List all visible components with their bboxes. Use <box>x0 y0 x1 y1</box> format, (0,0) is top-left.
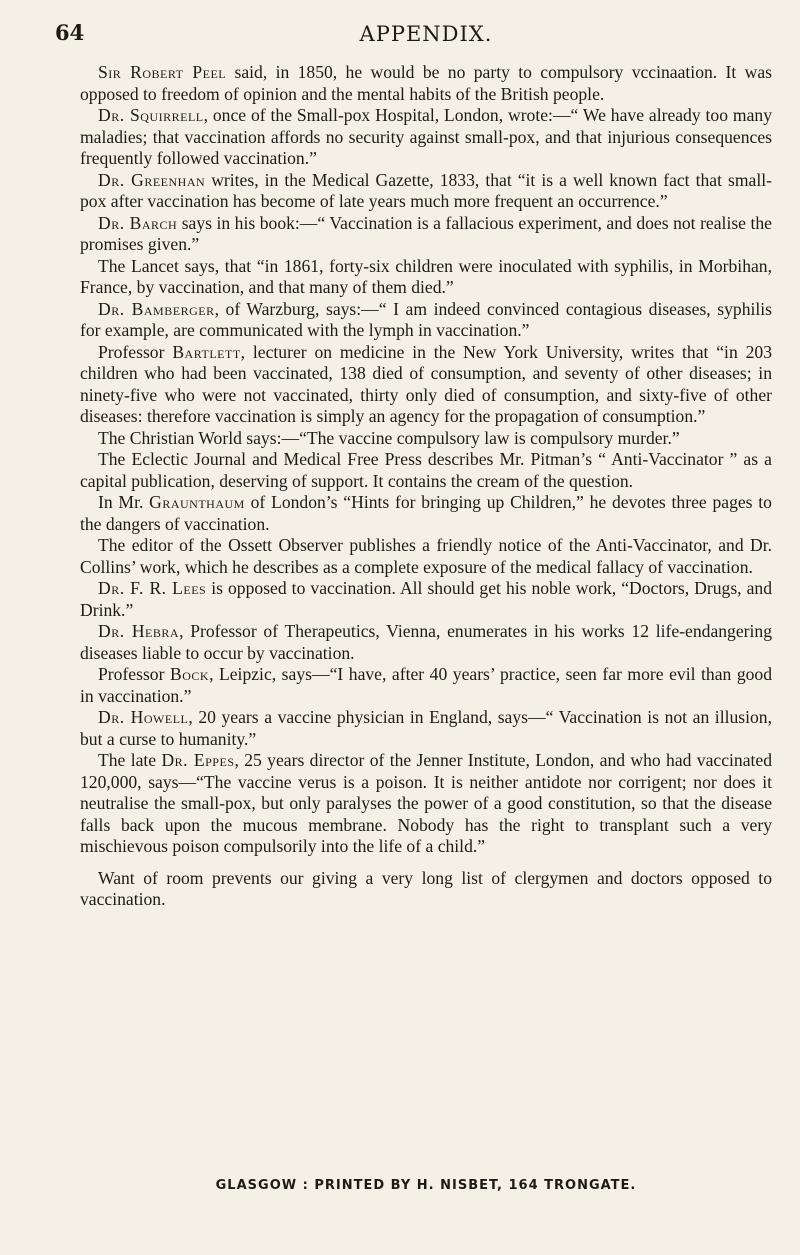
person-name: Dr. Hebra <box>98 621 180 641</box>
page-number: 64 <box>55 20 85 45</box>
person-name: Dr. Howell <box>98 707 189 727</box>
paragraph: Dr. Barch says in his book:—“ Vaccination is a fallacious experiment, and does not realise the promises given.” <box>80 212 772 254</box>
person-name: Dr. Eppes <box>161 750 235 770</box>
paragraph: In Mr. Graunthaum of London’s “Hints for bringing up Children,” he devotes three pages to the dangers of vaccination. <box>80 492 772 534</box>
running-head: APPENDIX. <box>359 22 493 46</box>
page-header <box>55 18 772 62</box>
person-name: Dr. F. R. Lees <box>98 578 207 598</box>
person-name: Dr. Greenhan <box>98 169 206 190</box>
paragraph: The Christian World says:—“The vaccine compulsory law is compulsory murder.” <box>98 427 680 448</box>
paragraph: Sir Robert Peel said, in 1850, he would be no party to compulsory vccinaation. It was opposed to freedom of opinion and the mental habits of the British people. <box>80 62 772 104</box>
paragraph: Professor Bock, Leipzic, says—“I have, after 40 years’ practice, seen far more evil than good in vaccination.” <box>80 664 773 706</box>
paragraph: Dr. Hebra, Professor of Therapeutics, Vienna, enumerates in his works 12 life-endangering diseases liable to occur by vaccination. <box>80 621 773 663</box>
paragraph: Dr. Squirrell, once of the Small-pox Hospital, London, wrote:—“ We have already too many maladies; that vaccination affords no security against small-pox, and that injurious consequences frequently followed vaccination.” <box>80 105 772 168</box>
person-name: Dr. Squirrell <box>98 105 204 125</box>
closing-paragraph: Want of room prevents our giving a very long list of clergymen and doctors opposed to vaccination. <box>80 867 772 909</box>
person-name: Graunthaum <box>149 492 245 512</box>
paragraph: Dr. Bamberger, of Warzburg, says:—“ I am indeed convinced contagious diseases, syphilis for example, are communicated with the lymph in vaccination.” <box>80 298 772 340</box>
person-name: Sir Robert Peel <box>98 62 227 82</box>
paragraph: The Lancet says, that “in 1861, forty-six children were inoculated with syphilis, in Morbihan, France, by vaccination, and that many of them died.” <box>80 255 772 297</box>
paragraph: The late Dr. Eppes, 25 years director of the Jenner Institute, London, and who had vaccinated 120,000, says—“The vaccine verus is a poison. It is neither antidote nor corrigent; nor does it neutralise the small-pox, but only paralyses the power of a good constitution, so that the disease falls back upon the mucous membrane. Nobody has the right to transplant such a very mischievous poison compulsorily into the life of a child.” <box>80 750 773 856</box>
person-name: Dr. Bamberger <box>98 298 215 319</box>
printer-imprint: GLASGOW : PRINTED BY H. NISBET, 164 TRONGATE. <box>215 1178 637 1193</box>
paragraph: Professor Bartlett, lecturer on medicine in the New York University, writes that “in 203 children who had been vaccinated, 138 died of consumption, and seventy of other diseases; in ninety-five who were not vaccinated, thirty only died of consumption, and sixty-five of other diseases: therefore vaccination is simply an agency for the propagation of consumption.” <box>80 341 772 426</box>
paragraph: Dr. F. R. Lees is opposed to vaccination. All should get his noble work, “Doctors, Drugs, and Drink.” <box>80 578 772 620</box>
paragraph: The Eclectic Journal and Medical Free Press describes Mr. Pitman’s “ Anti-Vaccinator ” as a capital publication, deserving of support. It contains the cream of the question. <box>80 449 772 491</box>
person-name: Dr. Barch <box>98 212 178 233</box>
body-text <box>80 62 772 911</box>
person-name: Bartlett <box>172 341 241 362</box>
person-name: Bock <box>170 664 210 684</box>
paragraph: The editor of the Ossett Observer publishes a friendly notice of the Anti-Vaccinator, and Dr. Collins’ work, which he describes as a complete exposure of the medical fallacy of vaccination. <box>80 535 772 577</box>
paragraph: Dr. Howell, 20 years a vaccine physician in England, says—“ Vaccination is not an illusion, but a curse to humanity.” <box>80 707 772 749</box>
paragraph: Dr. Greenhan writes, in the Medical Gazette, 1833, that “it is a well known fact that small-pox after vaccination has become of late years much more frequent an occurrence.” <box>80 169 772 211</box>
